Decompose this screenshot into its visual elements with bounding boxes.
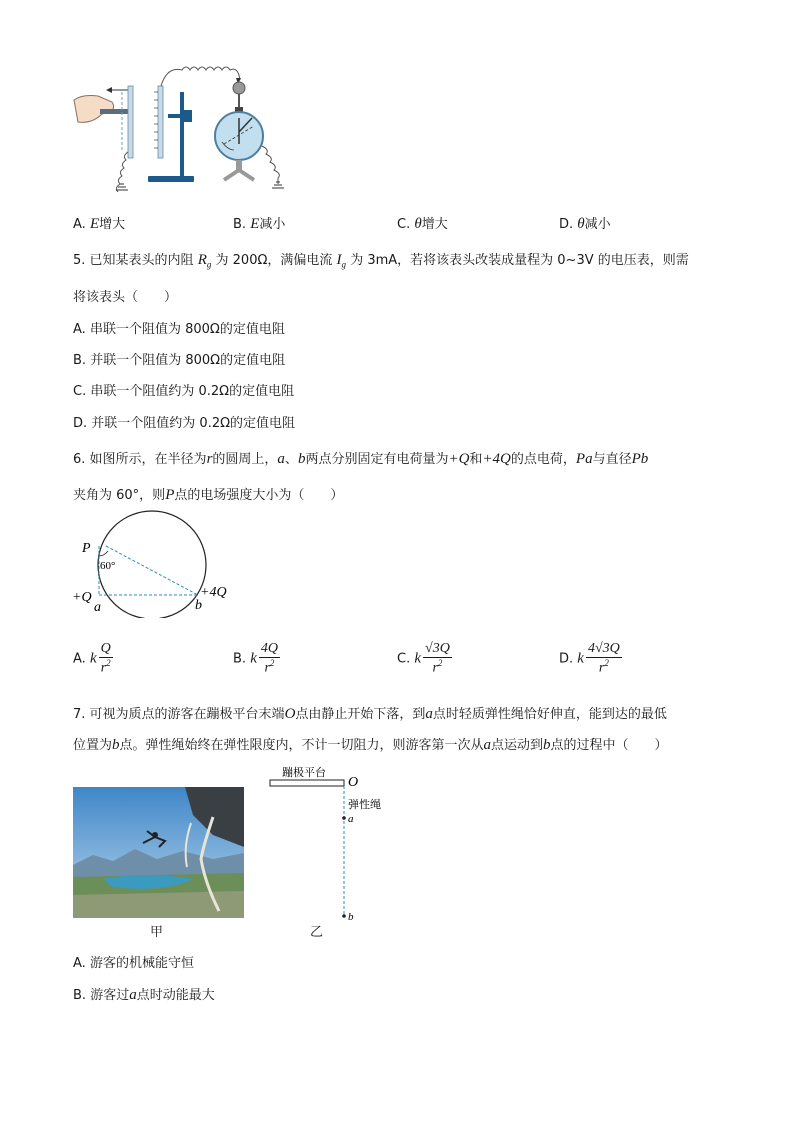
- electroscope-apparatus-figure: [72, 52, 292, 192]
- q7-bungee-diagram: [266, 764, 396, 929]
- q6-option-d: D. k $\frac{4√3Q}{r^2}$: [559, 641, 620, 676]
- q5-option-b: B. 并联一个阻值为 800Ω的定值电阻: [73, 353, 286, 368]
- q6-option-b: B. k $\frac{4Q}{r^2}$: [233, 641, 278, 676]
- q4-option-b: B. E减小: [233, 216, 286, 232]
- fixed-plate: [158, 86, 163, 158]
- q7-rope-label: 弹性绳: [348, 799, 381, 811]
- q5-stem-line1: 5. 已知某表头的内阻 $R_g$ 为 200Ω，满偏电流 $I_g$ 为 3mA，若将该表头改装成量程为 0~3V 的电压表，则需: [73, 252, 689, 270]
- q7-label-o: O: [348, 775, 359, 790]
- hand-illustration: [74, 96, 114, 123]
- q6-label-plus4q: +4Q: [200, 585, 227, 600]
- electroscope-knob: [233, 82, 245, 94]
- q6-circle-figure: [66, 508, 246, 618]
- insulated-stand: [180, 92, 184, 176]
- q7-option-b: B. 游客过a点时动能最大: [73, 987, 215, 1003]
- q7-stem-line1: 7. 可视为质点的游客在蹦极平台末端O点由静止开始下落，到a点时轻质弹性绳恰好伸直，能到达的最低: [73, 706, 667, 722]
- q7-caption-left: 甲: [150, 925, 164, 940]
- q7-platform: [270, 780, 344, 786]
- fraction: $\frac{√3Q}{r^2}$: [425, 641, 450, 676]
- q7-label-b: b: [348, 911, 354, 923]
- q5-option-d: D. 并联一个阻值约为 0.2Ω的定值电阻: [73, 416, 296, 431]
- q7-platform-label: 蹦极平台: [282, 767, 326, 779]
- fraction: $\frac{4Q}{r^2}$: [260, 641, 278, 676]
- fraction: $\frac{Q}{r^2}$: [100, 641, 111, 676]
- q6-label-plusq: +Q: [72, 590, 92, 605]
- q5-option-c: C. 串联一个阻值约为 0.2Ω的定值电阻: [73, 384, 295, 399]
- q6-stem-line2: 夹角为 60°，则P点的电场强度大小为（ ）: [73, 487, 344, 503]
- q6-label-p: P: [82, 541, 91, 556]
- bungee-photo: [73, 787, 244, 918]
- q6-option-a: A. k $\frac{Q}{r^2}$: [73, 641, 111, 676]
- q4-option-c: C. θ增大: [397, 216, 448, 232]
- q5-option-a: A. 串联一个阻值为 800Ω的定值电阻: [73, 322, 285, 337]
- q5-stem-line2: 将该表头（ ）: [73, 290, 178, 305]
- q4-option-d: D. θ减小: [559, 216, 611, 232]
- q7-caption-right: 乙: [310, 925, 324, 940]
- q7-label-a: a: [348, 813, 354, 825]
- q6-label-angle: 60°: [100, 560, 116, 572]
- fraction: $\frac{4√3Q}{r^2}$: [587, 641, 620, 676]
- q6-label-b: b: [195, 598, 202, 613]
- movable-plate: [128, 86, 133, 158]
- q4-option-a: A. E增大: [73, 216, 126, 232]
- q7-stem-line2: 位置为b点。弹性绳始终在弹性限度内，不计一切阻力，则游客第一次从a点运动到b点的过程中（ ）: [73, 737, 668, 753]
- q7-option-a: A. 游客的机械能守恒: [73, 956, 194, 971]
- q6-option-c: C. k $\frac{√3Q}{r^2}$: [397, 641, 450, 676]
- q6-stem-line1: 6. 如图所示，在半径为r的圆周上，a、b两点分别固定有电荷量为+Q和+4Q的点电荷，Pa与直径Pb: [73, 451, 649, 467]
- q6-diameter-pb: [106, 546, 198, 595]
- q6-label-a: a: [94, 600, 101, 615]
